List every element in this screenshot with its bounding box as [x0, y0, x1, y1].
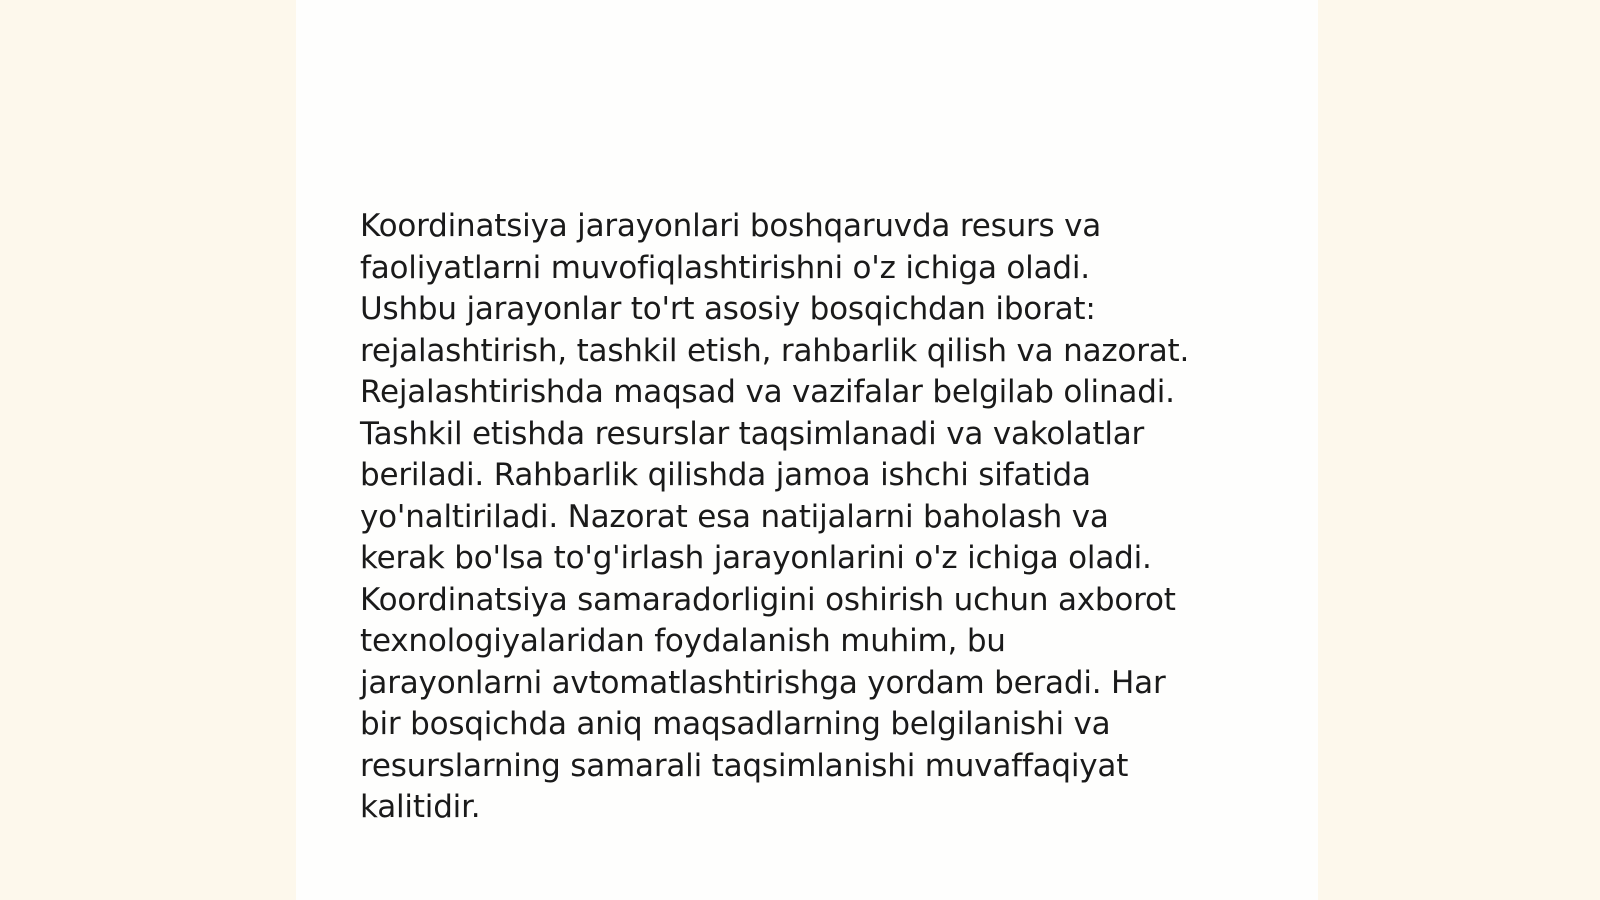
- text-line: rejalashtirish, tashkil etish, rahbarlik qilish va nazorat.: [360, 332, 1190, 369]
- text-line: Tashkil etishda resurslar taqsimlanadi va vakolatlar: [360, 415, 1145, 452]
- text-line: resurslarning samarali taqsimlanishi muvaffaqiyat: [360, 747, 1129, 784]
- text-line: Rejalashtirishda maqsad va vazifalar belgilab olinadi.: [360, 374, 1175, 410]
- text-line: texnologiyalaridan foydalanish muhim, bu: [360, 623, 1006, 659]
- text-line: kalitidir.: [360, 789, 481, 825]
- text-line: faoliyatlarni muvofiqlashtirishni o'z ichiga oladi.: [360, 249, 1090, 286]
- text-line: jarayonlarni avtomatlashtirishga yordam beradi. Har: [360, 664, 1166, 701]
- document-page: [296, 0, 1318, 900]
- text-line: Ushbu jarayonlar to'rt asosiy bosqichdan iborat:: [360, 291, 1096, 327]
- text-line: kerak bo'lsa to'g'irlash jarayonlarini o'z ichiga oladi.: [360, 540, 1152, 576]
- text-line: bir bosqichda aniq maqsadlarning belgilanishi va: [360, 706, 1111, 742]
- text-line: yo'naltiriladi. Nazorat esa natijalarni baholash va: [360, 498, 1109, 535]
- body-paragraph: [360, 206, 1260, 829]
- text-line: Koordinatsiya jarayonlari boshqaruvda resurs va: [360, 208, 1102, 244]
- text-line: beriladi. Rahbarlik qilishda jamoa ishchi sifatida: [360, 457, 1091, 493]
- text-line: Koordinatsiya samaradorligini oshirish uchun axborot: [360, 581, 1176, 618]
